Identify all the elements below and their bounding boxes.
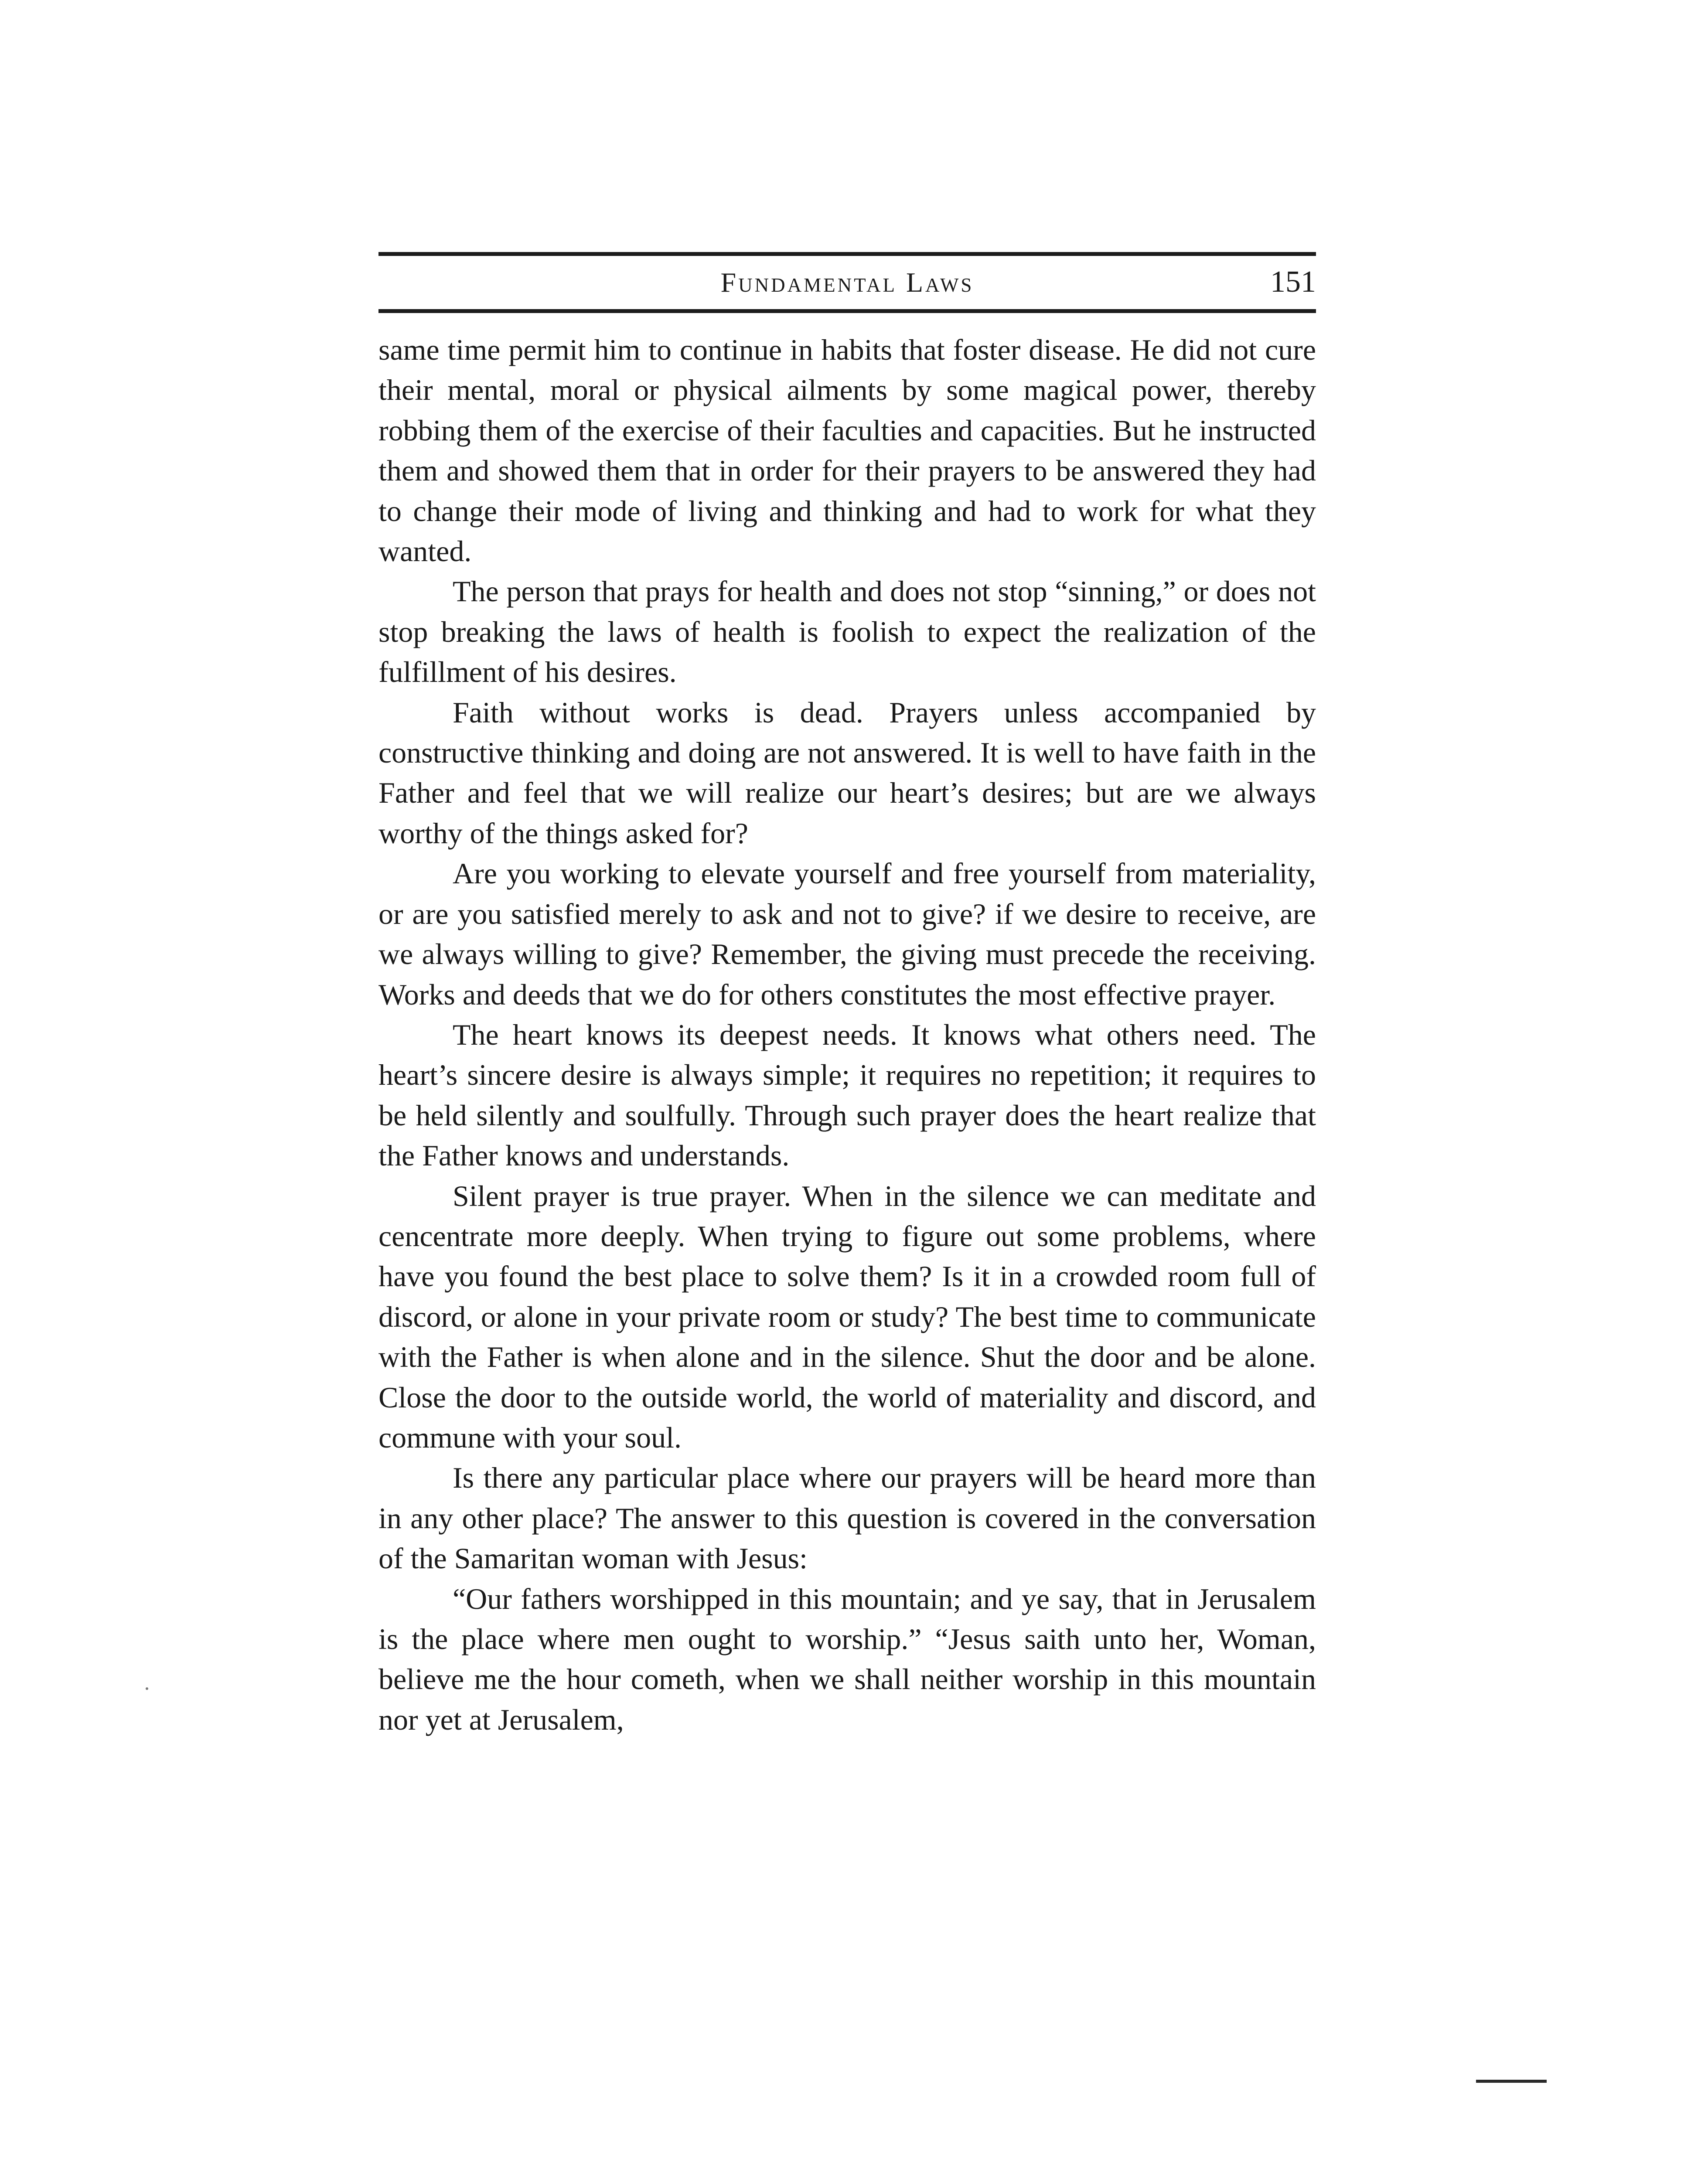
paragraph-3: Faith without works is dead. Prayers unless accompanied by constructive thinking and doing are not answered. It is well to have faith in the Father and feel that we will realize our heart’s desires; but are we always worthy of the things asked for? <box>378 695 1316 850</box>
header-bottom-rule <box>378 309 1316 313</box>
page-number: 151 <box>1270 265 1316 299</box>
paragraph-5: The heart knows its deepest needs. It knows what others need. The heart’s sincere desire is always simple; it requires no repetition; it requires to be held silently and soulfully. Through such prayer does the heart realize that the Father knows and understands. <box>378 1018 1316 1172</box>
header-top-rule <box>378 252 1316 256</box>
printed-page <box>378 252 1316 1740</box>
paragraph-7: Is there any particular place where our prayers will be heard more than in any other place? The answer to this question is covered in the conversation of the Samaritan woman with Jesus: <box>378 1461 1316 1575</box>
paragraph-6: Silent prayer is true prayer. When in the silence we can meditate and cencentrate more deeply. When trying to figure out some problems, where have you found the best place to solve them? Is it in a crowded room full of discord, or alone in your private room or study? The best time to communicate with the Father is when alone and in the silence. Shut the door and be alone. Close the door to the outside world, the world of materiality and discord, and commune with your soul. <box>378 1179 1316 1454</box>
running-head: Fundamental Laws <box>720 267 974 298</box>
margin-dash <box>1476 2080 1547 2083</box>
scan-speck <box>146 1687 148 1690</box>
paragraph-1: same time permit him to continue in habits that foster disease. He did not cure their mental, moral or physical ailments by some magical power, thereby robbing them of the exercise of their faculties and capacities. But he instructed them and showed them that in order for their prayers to be answered they had to change their mode of living and thinking and had to work for what they wanted. <box>378 333 1316 568</box>
paragraph-8: “Our fathers worshipped in this mountain; and ye say, that in Jerusalem is the place where men ought to worship.” “Jesus saith unto her, Woman, believe me the hour cometh, when we shall neither worship in this mountain nor yet at Jerusalem, <box>378 1582 1316 1736</box>
body-text <box>378 330 1316 1740</box>
running-header <box>378 265 1316 299</box>
paragraph-2: The person that prays for health and does not stop “sinning,” or does not stop breaking the laws of health is foolish to expect the realization of the fulfillment of his desires. <box>378 575 1316 689</box>
paragraph-4: Are you working to elevate yourself and free yourself from materiality, or are you satisfied merely to ask and not to give? if we desire to receive, are we always willing to give? Remember, the giving must precede the receiving. Works and deeds that we do for others constitutes the most effective prayer. <box>378 857 1316 1011</box>
